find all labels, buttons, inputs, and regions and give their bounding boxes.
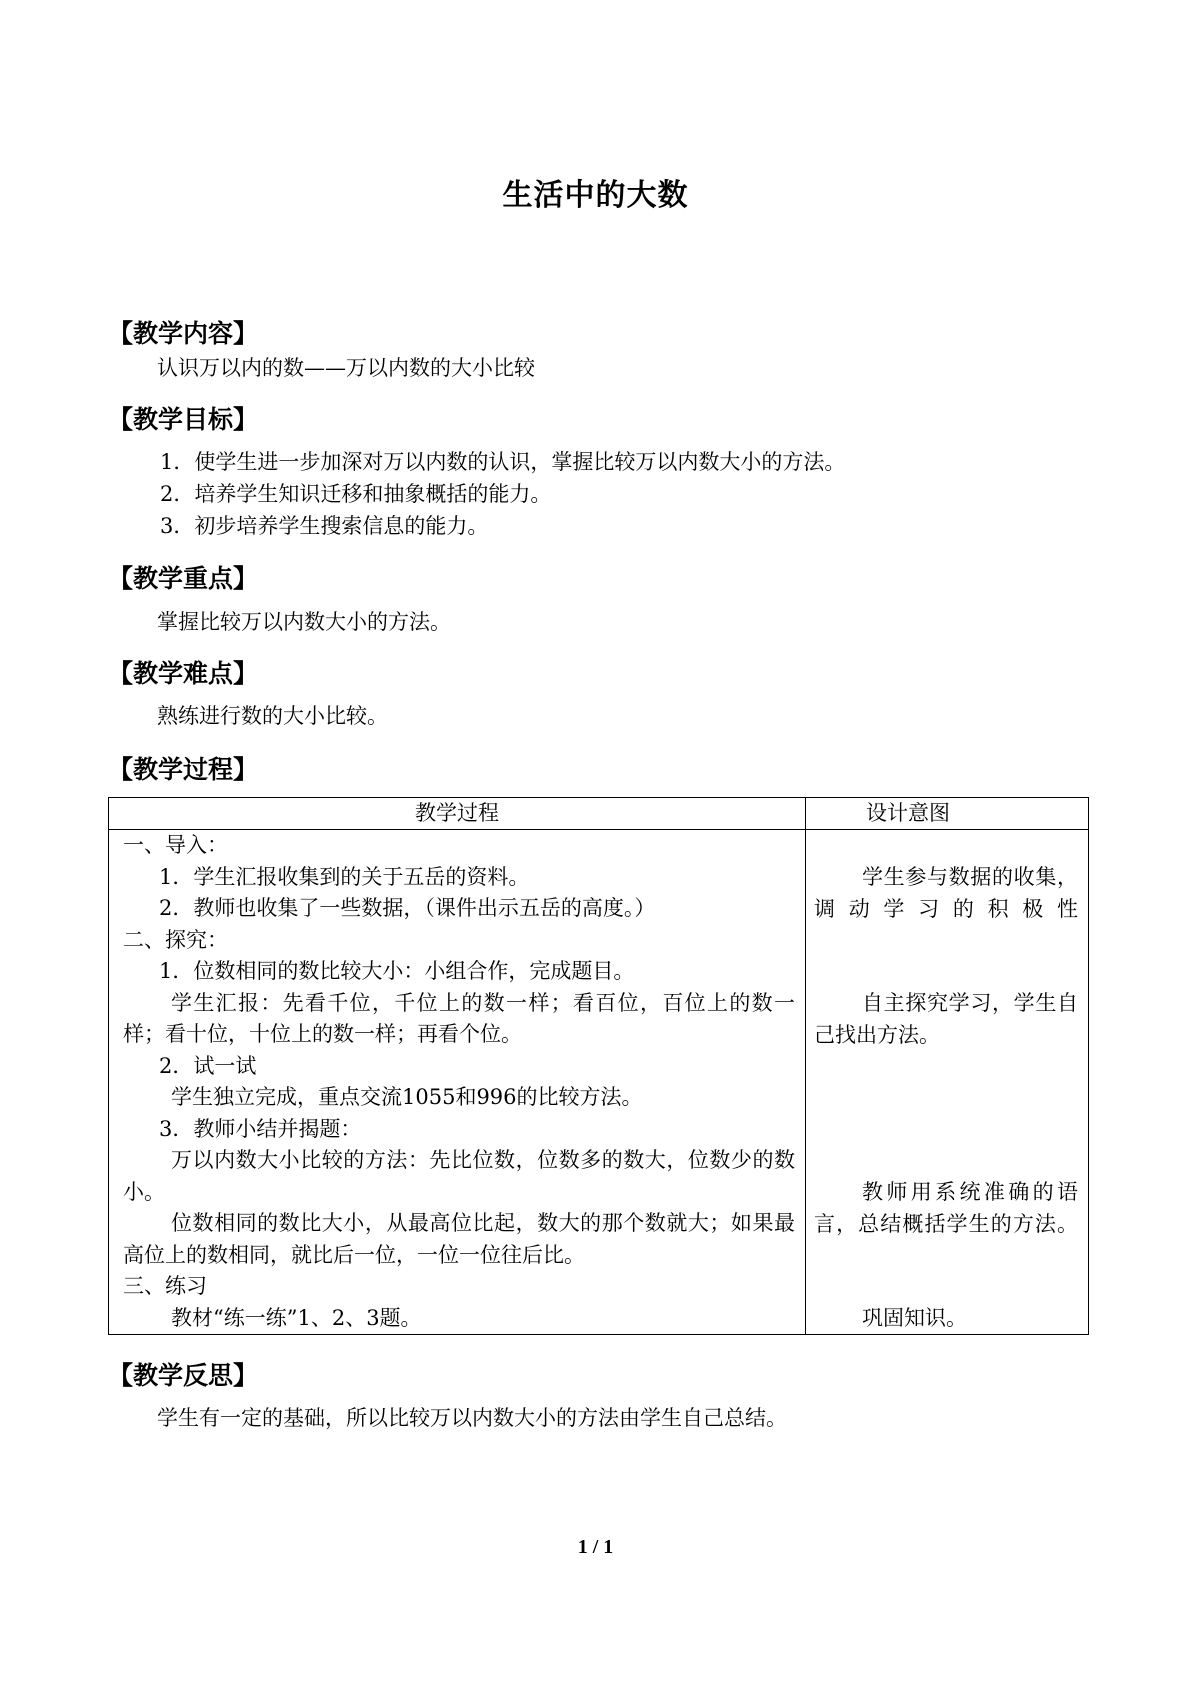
page-title: 生活中的大数 [502,178,689,213]
section-heading-process: 【教学过程】 [108,755,259,784]
intent-note: 自主探究学习，学生自己找出方法。 [814,991,1078,1047]
process-line: 1．位数相同的数比较大小：小组合作，完成题目。 [159,959,635,983]
table-header-intent: 设计意图 [806,798,1089,830]
section-heading-objectives: 【教学目标】 [108,405,259,434]
process-line: 教材“练一练”1、2、3题。 [171,1305,422,1330]
process-line: 2．试一试 [159,1053,257,1078]
intent-note: 巩固知识。 [862,1306,967,1330]
page-number: 1 / 1 [577,1536,614,1558]
section-heading-content: 【教学内容】 [108,319,259,348]
section-heading-key-point: 【教学重点】 [108,564,259,593]
process-line: 学生独立完成，重点交流1055和996的比较方法。 [171,1085,643,1109]
process-line: 2．教师也收集了一些数据，（课件出示五岳的高度。） [159,896,656,920]
process-cell [109,830,806,1335]
process-line: 3．教师小结并揭题： [159,1116,362,1141]
process-line: 1．学生汇报收集到的关于五岳的资料。 [159,864,530,889]
intent-note: 教师用系统准确的语言，总结概括学生的方法。 [814,1180,1078,1236]
section-heading-reflection: 【教学反思】 [108,1361,259,1390]
process-line: 万以内数大小比较的方法：先比位数，位数多的数大，位数少的数小。 [123,1148,795,1204]
section-heading-difficulty: 【教学难点】 [108,659,259,688]
table-body-row [109,830,1089,1335]
difficulty-text: 熟练进行数的大小比较。 [157,704,388,728]
intent-cell [806,830,1089,1335]
process-line: 学生汇报：先看千位，千位上的数一样；看百位，百位上的数一样；看十位，十位上的数一样；再看个位。 [123,990,795,1046]
process-line: 三、练习 [123,1274,207,1298]
process-line: 一、导入： [123,833,228,857]
process-line: 位数相同的数比大小，从最高位比起，数大的那个数就大；如果最高位上的数相同，就比后一位，一位一位往后比。 [123,1211,795,1267]
objective-item-3: 3．初步培养学生搜索信息的能力。 [160,514,489,538]
reflection-text: 学生有一定的基础，所以比较万以内数大小的方法由学生自己总结。 [157,1406,787,1430]
process-line: 二、探究： [123,927,228,952]
table-header-process: 教学过程 [109,798,806,830]
objective-item-1: 1．使学生进一步加深对万以内数的认识，掌握比较万以内数大小的方法。 [160,450,846,474]
table-header-row [109,798,1089,830]
content-text: 认识万以内的数——万以内数的大小比较 [157,356,535,380]
intent-note: 学生参与数据的收集，调动学习的积极性 [814,865,1078,921]
key-point-text: 掌握比较万以内数大小的方法。 [157,610,451,634]
objective-item-2: 2．培养学生知识迁移和抽象概括的能力。 [160,482,552,506]
process-table [108,797,1089,1335]
